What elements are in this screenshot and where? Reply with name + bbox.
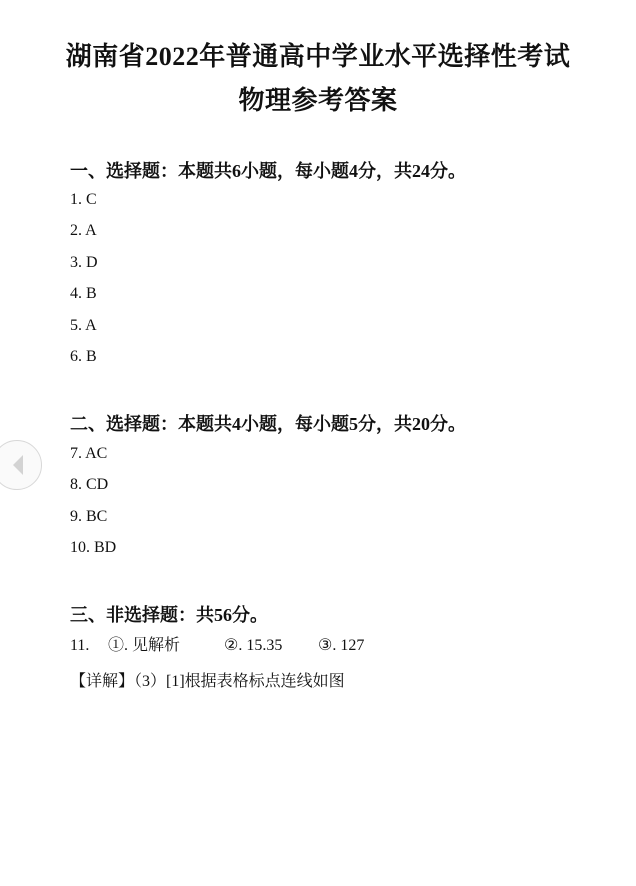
document-title-line1: 湖南省2022年普通高中学业水平选择性考试: [65, 42, 571, 71]
answer-part-3: ③. 127: [318, 637, 365, 654]
detail-text: 【详解】（3）[1]根据表格标点连线如图: [70, 673, 345, 690]
previous-page-button[interactable]: [0, 440, 42, 490]
answer-item: 2. A: [70, 222, 97, 239]
answer-item: 8. CD: [70, 476, 109, 493]
answer-item: 5. A: [70, 317, 97, 334]
answer-item: 1. C: [70, 191, 97, 208]
answer-item: 6. B: [70, 348, 97, 365]
answer-item: 3. D: [70, 254, 98, 271]
section-heading-1: 一、选择题：本题共6小题，每小题4分，共24分。: [70, 161, 466, 181]
answer-item: 9. BC: [70, 508, 108, 525]
answer-item: 10. BD: [70, 539, 117, 556]
answer-part-2: ②. 15.35: [224, 637, 283, 654]
question-number: 11.: [70, 637, 90, 654]
chevron-left-icon: [11, 454, 25, 476]
section-heading-2: 二、选择题：本题共4小题，每小题5分，共20分。: [70, 414, 466, 434]
answer-item: 4. B: [70, 285, 97, 302]
section-heading-3: 三、非选择题：共56分。: [70, 605, 268, 625]
answer-item: 7. AC: [70, 445, 108, 462]
question-11-answers: [70, 636, 364, 656]
answer-part-1: ①. 见解析: [108, 637, 181, 654]
document-title-line2: 物理参考答案: [238, 86, 398, 115]
